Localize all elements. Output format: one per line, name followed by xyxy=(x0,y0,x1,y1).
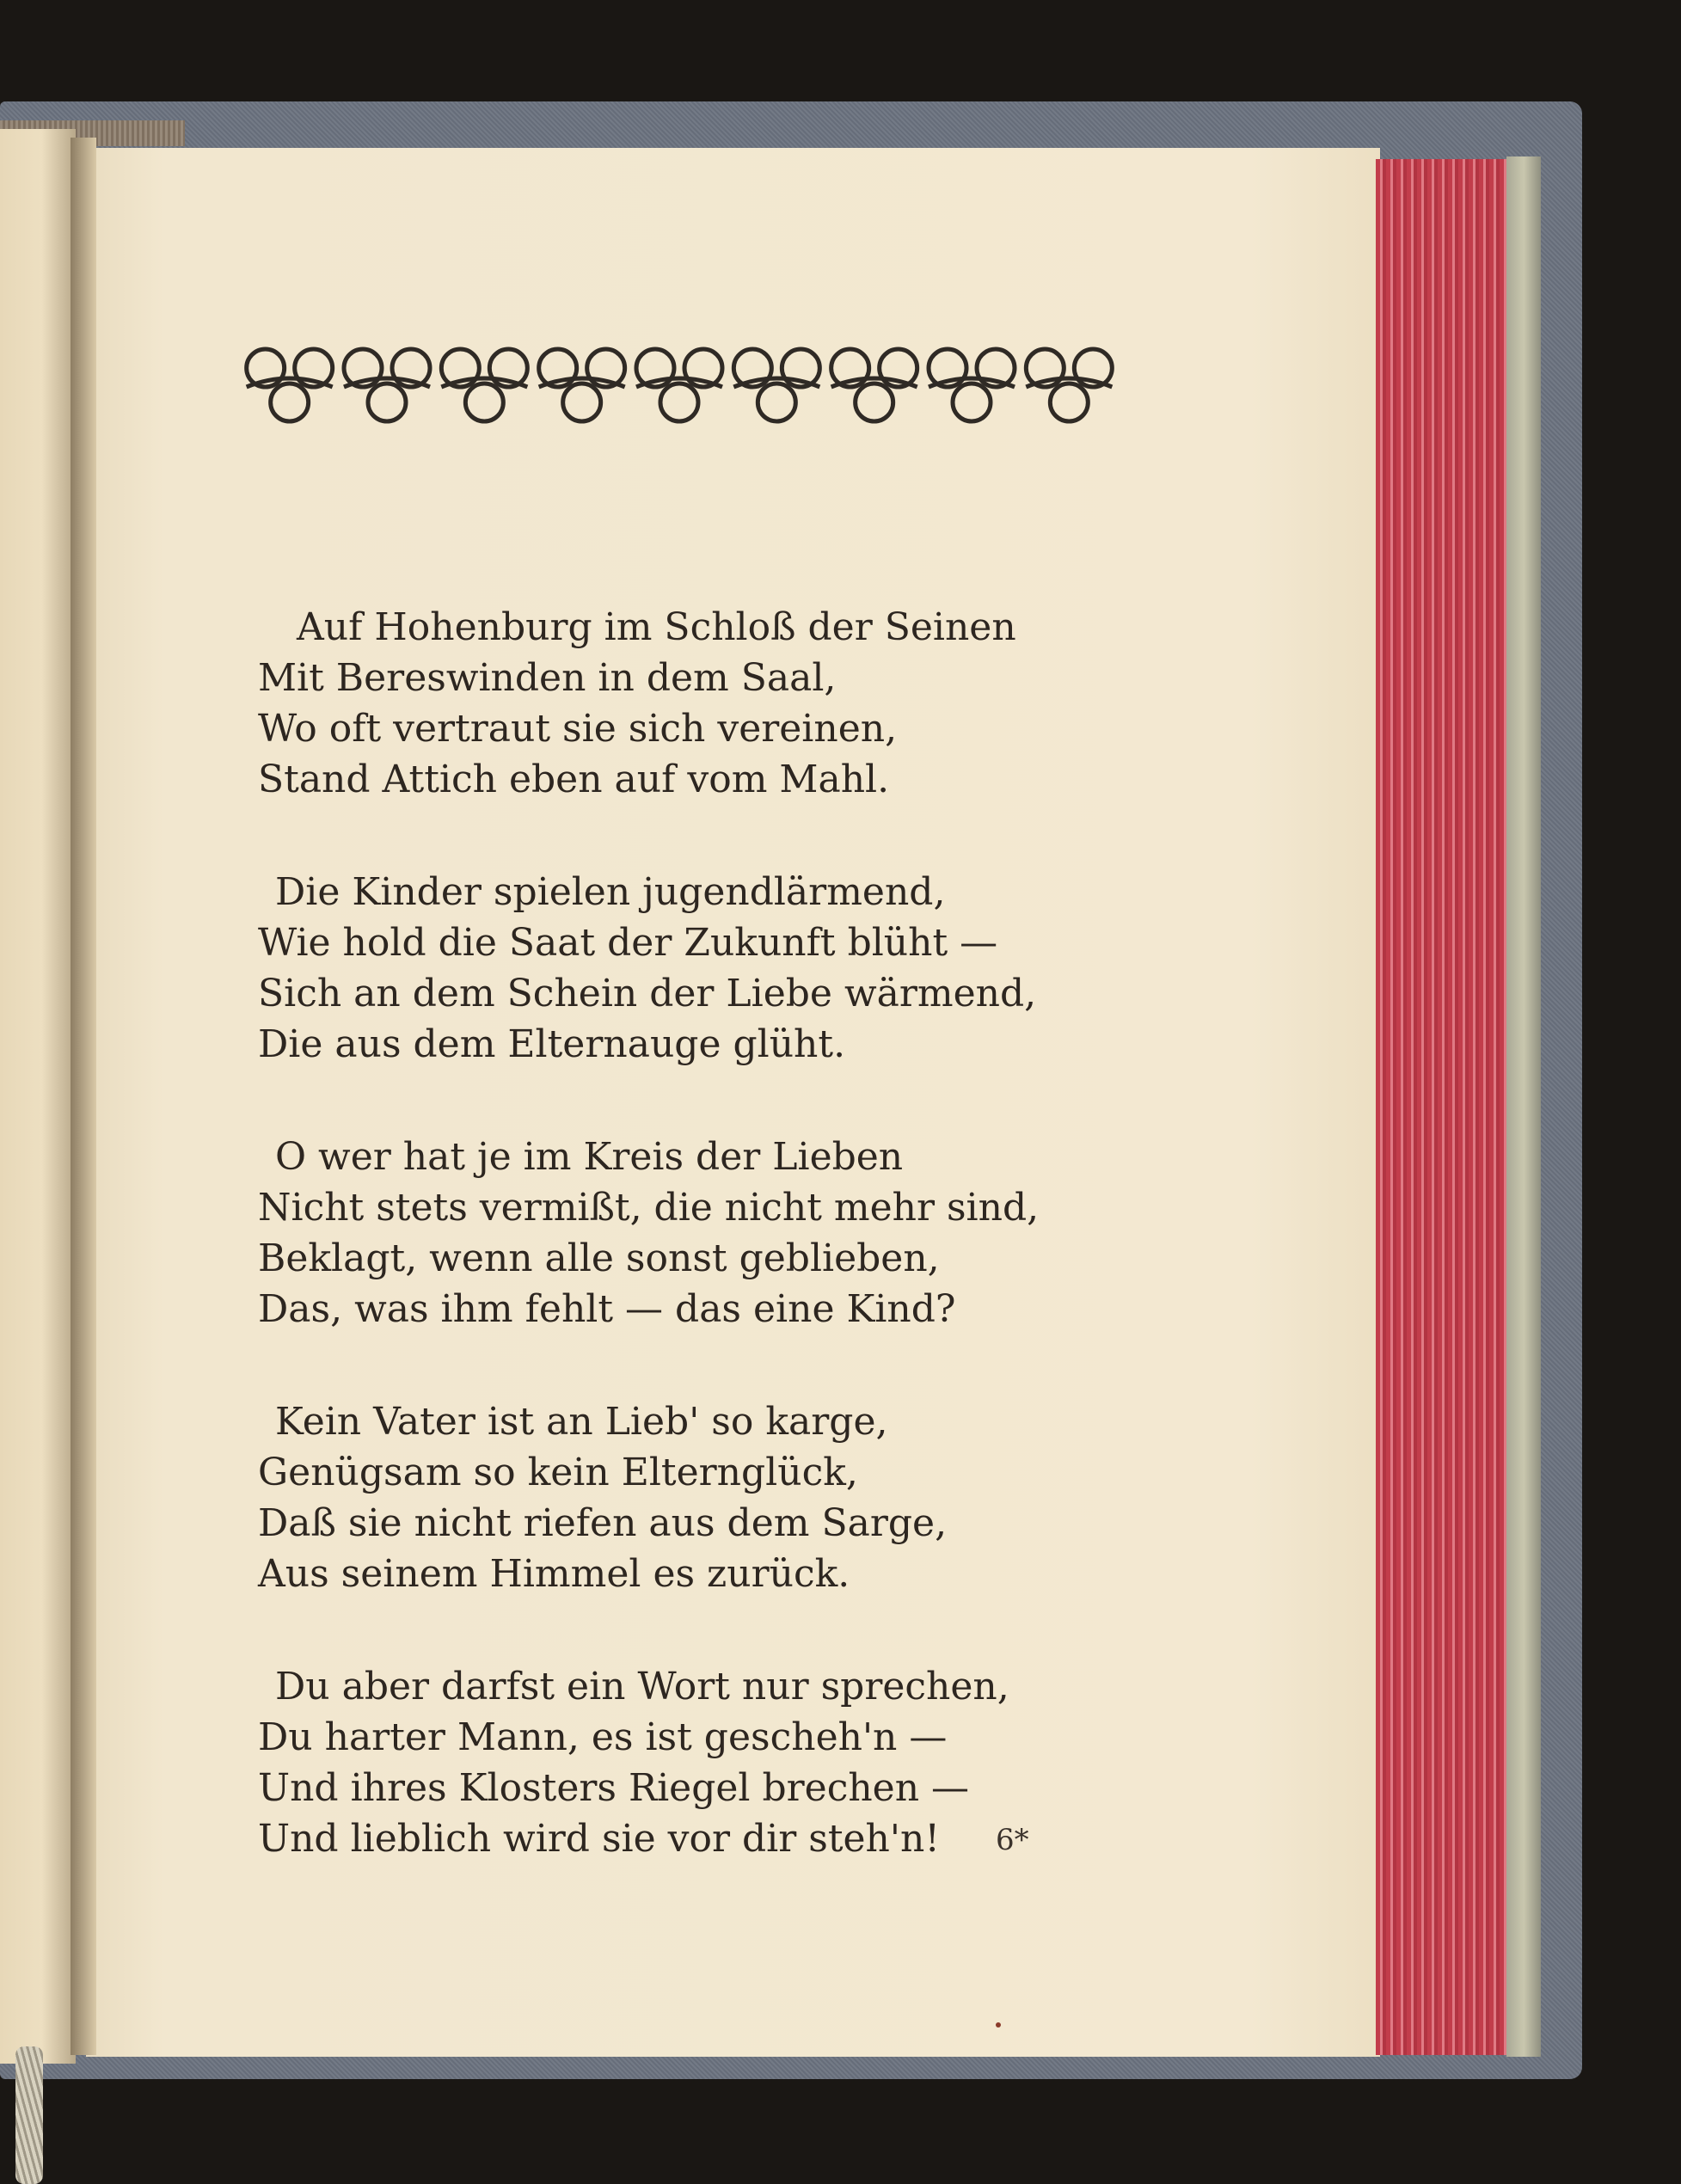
poem-text xyxy=(258,602,1324,1926)
clover-icon xyxy=(1026,349,1112,421)
clover-icon xyxy=(831,349,917,421)
poem-line: Genügsam so kein Elternglück, xyxy=(258,1451,858,1494)
poem-line: O wer hat je im Kreis der Lieben xyxy=(275,1135,904,1179)
poem-line: Das, was ihm fehlt — das eine Kind? xyxy=(258,1287,956,1331)
clover-icon xyxy=(344,349,430,421)
stanza-1 xyxy=(258,602,1324,805)
poem-line: Und ihres Klosters Riegel brechen — xyxy=(258,1766,970,1810)
poem-line: Du harter Mann, es ist gescheh'n — xyxy=(258,1715,948,1759)
clover-ornament-border xyxy=(241,335,1118,439)
poem-line: Aus seinem Himmel es zurück. xyxy=(258,1552,850,1596)
bookmark-thread xyxy=(15,2046,43,2184)
poem-line: Auf Hohenburg im Schloß der Seinen xyxy=(297,605,1016,649)
stanza-5 xyxy=(258,1661,1324,1864)
clover-icon xyxy=(441,349,527,421)
poem-line: Mit Bereswinden in dem Saal, xyxy=(258,656,837,700)
poem-line: Sich an dem Schein der Liebe wärmend, xyxy=(258,972,1037,1015)
poem-line: Die aus dem Elternauge glüht. xyxy=(258,1022,846,1066)
clover-icon xyxy=(929,349,1015,421)
clover-icon xyxy=(247,349,333,421)
poem-line: Die Kinder spielen jugendlärmend, xyxy=(275,870,946,914)
poem-line: Du aber darfst ein Wort nur sprechen, xyxy=(275,1665,1009,1709)
page-edges-red xyxy=(1376,159,1513,2055)
poem-line: Und lieblich wird sie vor dir steh'n! xyxy=(258,1817,941,1861)
poem-line: Kein Vater ist an Lieb' so karge, xyxy=(275,1400,888,1444)
stanza-4 xyxy=(258,1396,1324,1599)
page-number: 6* xyxy=(996,1823,1029,1857)
stanza-2 xyxy=(258,867,1324,1070)
stanza-3 xyxy=(258,1132,1324,1334)
poem-line: Stand Attich eben auf vom Mahl. xyxy=(258,758,890,801)
poem-line: Nicht stets vermißt, die nicht mehr sind, xyxy=(258,1186,1040,1230)
poem-line: Wie hold die Saat der Zukunft blüht — xyxy=(258,921,998,965)
poem-line: Beklagt, wenn alle sonst geblieben, xyxy=(258,1236,940,1280)
left-page-edge xyxy=(0,129,76,2064)
paper-speck xyxy=(996,2022,1001,2028)
poem-line: Daß sie nicht riefen aus dem Sarge, xyxy=(258,1501,948,1545)
clover-icon xyxy=(539,349,625,421)
cover-board-edge xyxy=(1506,156,1541,2057)
clover-icon xyxy=(733,349,819,421)
page-gutter xyxy=(71,138,96,2055)
clover-icon xyxy=(636,349,722,421)
poem-line: Wo oft vertraut sie sich vereinen, xyxy=(258,707,898,751)
